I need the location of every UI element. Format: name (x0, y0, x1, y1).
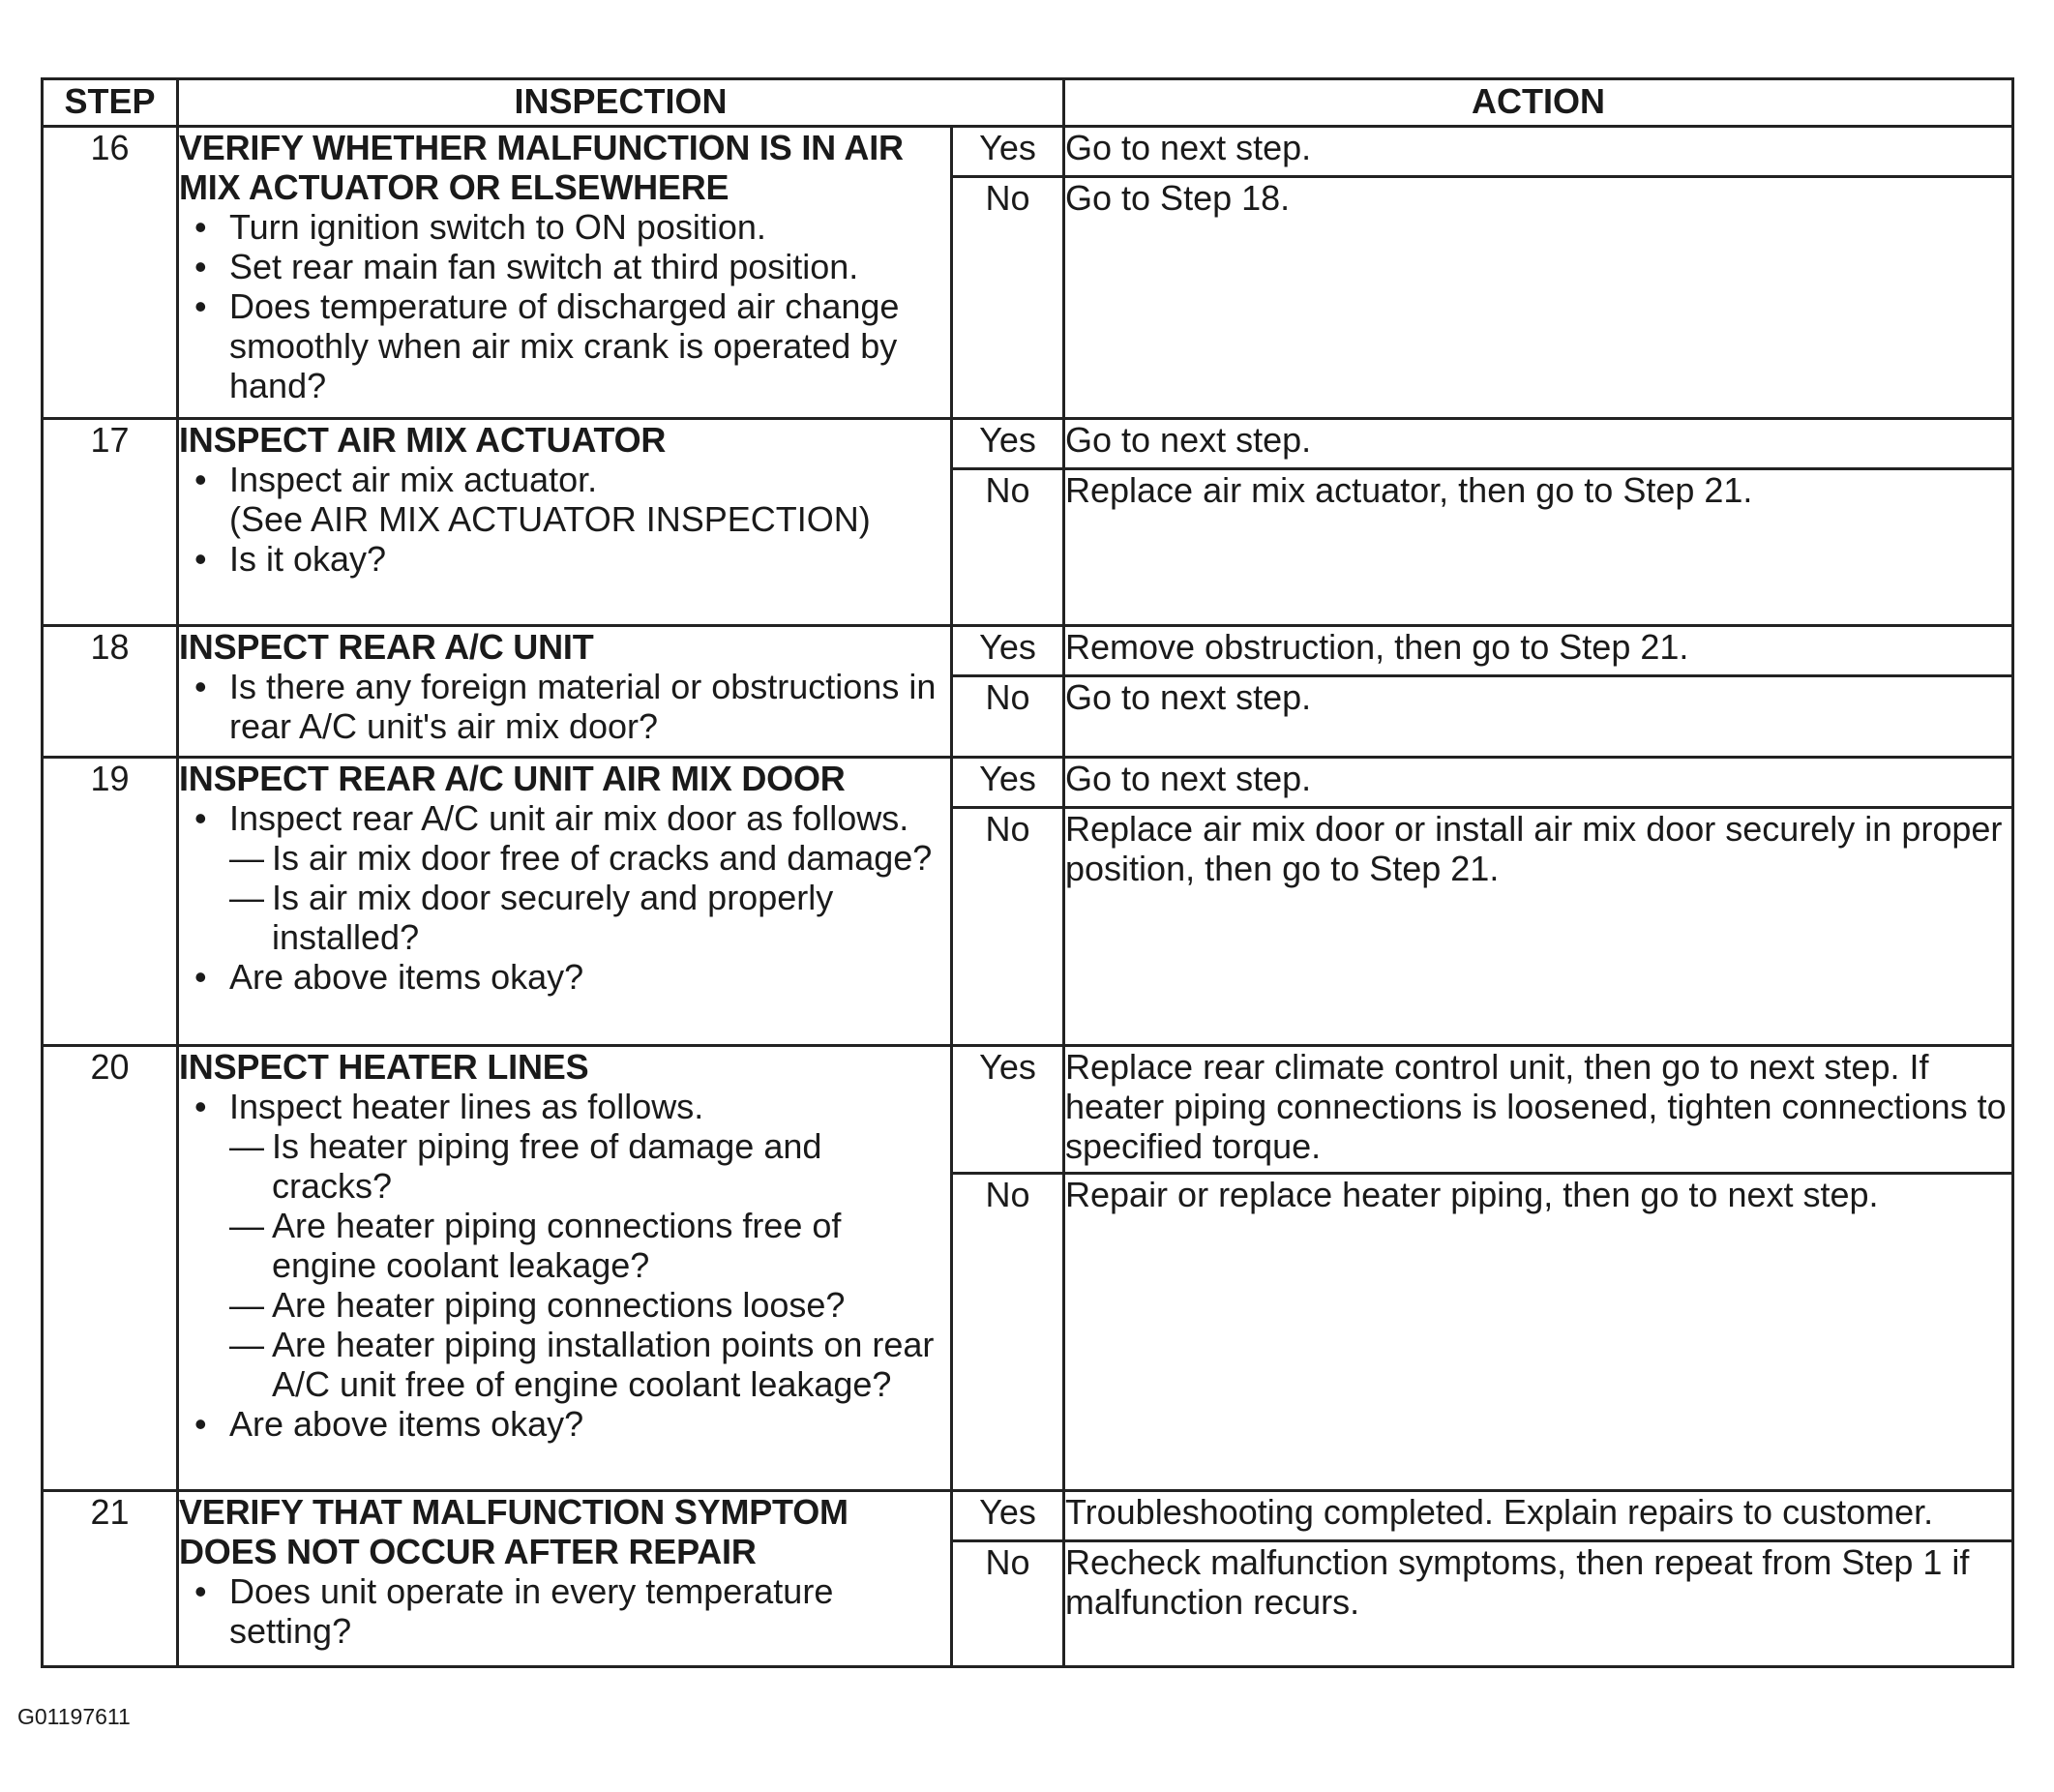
inspection-title: INSPECT HEATER LINES (179, 1047, 589, 1087)
sub-item (179, 878, 950, 957)
bullet-text: Inspect rear A/C unit air mix door as follows. (229, 798, 909, 838)
bullet-item (179, 286, 950, 405)
bullet-item (179, 798, 950, 838)
inspection-cell (178, 127, 952, 419)
bullet-text: Are above items okay? (229, 1404, 584, 1444)
step-number: 17 (43, 419, 178, 626)
yes-label: Yes (952, 1491, 1064, 1541)
figure-id: G01197611 (17, 1704, 131, 1729)
no-label: No (952, 1174, 1064, 1491)
step-row-20 (43, 1046, 2013, 1174)
bullet-item (179, 1087, 950, 1126)
inspection-title: DOES NOT OCCUR AFTER REPAIR (179, 1532, 757, 1571)
yes-label: Yes (952, 127, 1064, 177)
step-row-19 (43, 758, 2013, 808)
sub-item (179, 1206, 950, 1285)
bullet-icon: • (194, 1404, 207, 1444)
no-label: No (952, 676, 1064, 758)
inspection-title: MIX ACTUATOR OR ELSEWHERE (179, 167, 729, 207)
no-action: Replace air mix actuator, then go to Step 21. (1064, 469, 2013, 626)
step-row-21 (43, 1491, 2013, 1541)
header-action: ACTION (1064, 79, 2013, 127)
header-step: STEP (43, 79, 178, 127)
step-number: 19 (43, 758, 178, 1046)
no-action: Replace air mix door or install air mix door securely in proper position, then go to Step 21. (1064, 808, 2013, 1046)
reference-note: (See AIR MIX ACTUATOR INSPECTION) (229, 499, 871, 539)
no-label: No (952, 177, 1064, 419)
no-label: No (952, 1541, 1064, 1667)
inspection-cell (178, 1491, 952, 1667)
dash-icon: — (229, 1325, 264, 1364)
step-number: 21 (43, 1491, 178, 1667)
inspection-cell (178, 1046, 952, 1491)
bullet-text: Are above items okay? (229, 957, 584, 997)
header-row (43, 79, 2013, 127)
bullet-icon: • (194, 1087, 207, 1126)
yes-action: Troubleshooting completed. Explain repairs to customer. (1064, 1491, 2013, 1541)
inspection-title: INSPECT AIR MIX ACTUATOR (179, 420, 667, 460)
dash-icon: — (229, 1285, 264, 1325)
step-row-18 (43, 626, 2013, 676)
inspection-cell (178, 419, 952, 626)
yes-label: Yes (952, 626, 1064, 676)
step-number: 18 (43, 626, 178, 758)
bullet-item (179, 1404, 950, 1444)
sub-item-text: Are heater piping connections loose? (272, 1285, 846, 1325)
yes-label: Yes (952, 1046, 1064, 1174)
bullet-icon: • (194, 667, 207, 706)
bullet-text: Set rear main fan switch at third position. (229, 247, 859, 286)
yes-label: Yes (952, 758, 1064, 808)
bullet-icon: • (194, 798, 207, 838)
bullet-text: Turn ignition switch to ON position. (229, 207, 766, 247)
step-number: 20 (43, 1046, 178, 1491)
yes-action: Replace rear climate control unit, then go to next step. If heater piping connections is loosened, tighten connections to specified torque. (1064, 1046, 2013, 1174)
step-row-16 (43, 127, 2013, 177)
dash-icon: — (229, 1126, 264, 1166)
bullet-icon: • (194, 539, 207, 579)
bullet-item (179, 460, 950, 499)
bullet-item (179, 539, 950, 579)
sub-item-text: Is heater piping free of damage and cracks? (272, 1126, 822, 1206)
sub-item (179, 838, 950, 878)
yes-action: Remove obstruction, then go to Step 21. (1064, 626, 2013, 676)
bullet-icon: • (194, 207, 207, 247)
bullet-item (179, 1571, 950, 1651)
no-action: Go to next step. (1064, 676, 2013, 758)
step-row-17 (43, 419, 2013, 469)
dash-icon: — (229, 878, 264, 917)
inspection-cell (178, 626, 952, 758)
step-number: 16 (43, 127, 178, 419)
dash-icon: — (229, 1206, 264, 1245)
no-label: No (952, 469, 1064, 626)
bullet-icon: • (194, 247, 207, 286)
inspection-title: VERIFY THAT MALFUNCTION SYMPTOM (179, 1492, 848, 1532)
sub-item (179, 1325, 950, 1404)
bullet-text: Is there any foreign material or obstructions in rear A/C unit's air mix door? (229, 667, 937, 746)
inspection-title: INSPECT REAR A/C UNIT (179, 627, 594, 667)
bullet-text: Is it okay? (229, 539, 387, 579)
bullet-text: Inspect heater lines as follows. (229, 1087, 704, 1126)
bullet-item (179, 667, 950, 746)
bullet-item (179, 207, 950, 247)
inspection-title: VERIFY WHETHER MALFUNCTION IS IN AIR (179, 128, 904, 167)
no-action: Recheck malfunction symptoms, then repeat from Step 1 if malfunction recurs. (1064, 1541, 2013, 1667)
sub-item-text: Are heater piping installation points on rear A/C unit free of engine coolant leakage? (272, 1325, 935, 1404)
bullet-text: Inspect air mix actuator. (229, 460, 598, 499)
bullet-icon: • (194, 286, 207, 326)
yes-action: Go to next step. (1064, 127, 2013, 177)
yes-action: Go to next step. (1064, 419, 2013, 469)
bullet-text: Does temperature of discharged air change smoothly when air mix crank is operated by hand? (229, 286, 900, 405)
no-action: Go to Step 18. (1064, 177, 2013, 419)
sub-item (179, 1126, 950, 1206)
bullet-icon: • (194, 957, 207, 997)
bullet-item (179, 247, 950, 286)
bullet-text: Does unit operate in every temperature setting? (229, 1571, 834, 1651)
no-label: No (952, 808, 1064, 1046)
sub-item-text: Is air mix door securely and properly installed? (272, 878, 834, 957)
bullet-icon: • (194, 460, 207, 499)
no-action: Repair or replace heater piping, then go to next step. (1064, 1174, 2013, 1491)
inspection-title: INSPECT REAR A/C UNIT AIR MIX DOOR (179, 759, 846, 798)
troubleshooting-table (41, 77, 2014, 1668)
header-inspection: INSPECTION (178, 79, 1064, 127)
sub-item-text: Is air mix door free of cracks and damage? (272, 838, 933, 878)
dash-icon: — (229, 838, 264, 878)
table-body (43, 127, 2013, 1667)
yes-label: Yes (952, 419, 1064, 469)
sub-item (179, 1285, 950, 1325)
sub-item-text: Are heater piping connections free of engine coolant leakage? (272, 1206, 842, 1285)
yes-action: Go to next step. (1064, 758, 2013, 808)
inspection-cell (178, 758, 952, 1046)
bullet-icon: • (194, 1571, 207, 1611)
bullet-item (179, 957, 950, 997)
